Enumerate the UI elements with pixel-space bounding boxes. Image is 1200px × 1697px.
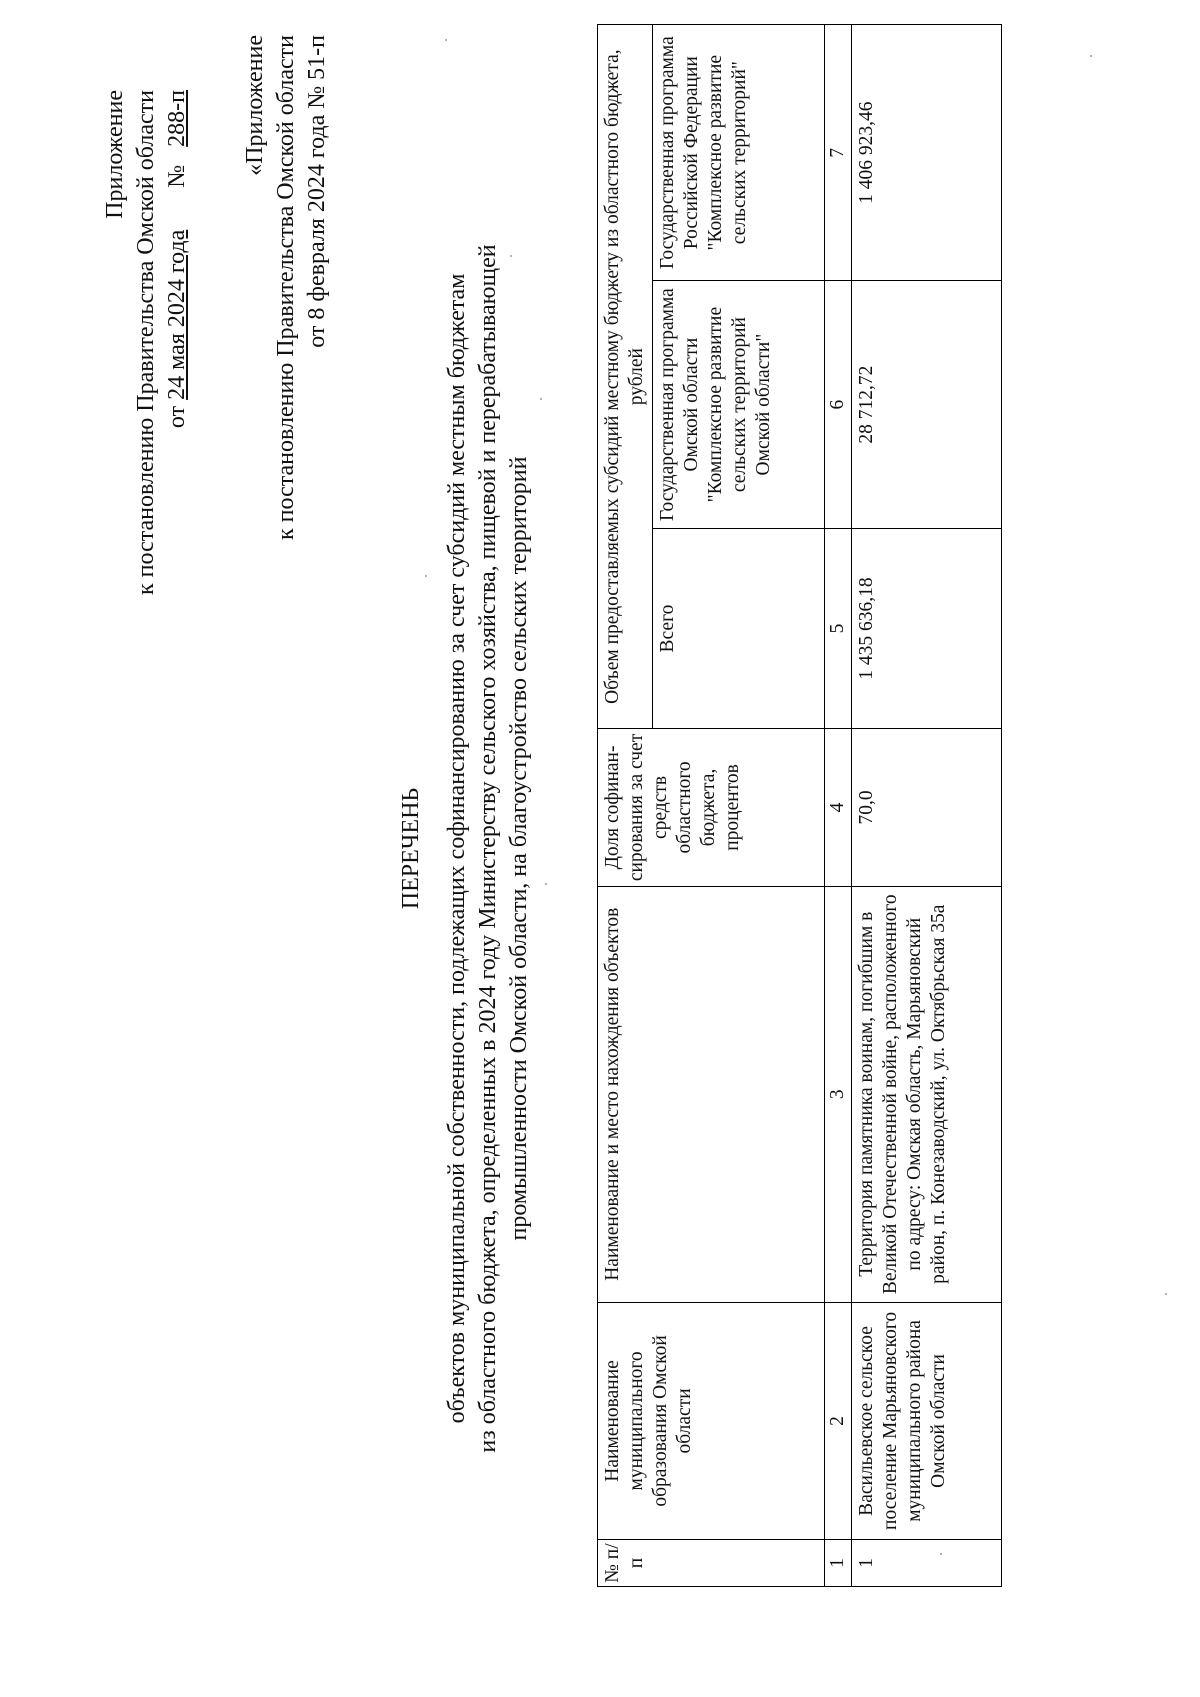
column-number: 7 [825, 25, 852, 281]
scan-speck [545, 883, 547, 885]
column-number: 4 [825, 729, 852, 886]
scan-speck [425, 575, 427, 577]
row-share: 70,0 [852, 729, 1002, 886]
row-regional: 28 712,72 [852, 281, 1002, 528]
header-share: Доля софинан-сирования за счет средств областного бюджета, процентов [598, 729, 825, 886]
document-title-line-2: из областного бюджета, определенных в 2024 году Министерству сельского хозяйства, пищевой и перерабатывающей [475, 244, 501, 1453]
original-appendix-title: «Приложение [242, 35, 268, 176]
subsidy-table [597, 24, 1002, 1587]
table-row [852, 25, 1002, 1587]
original-appendix-decree: к постановлению Правительства Омской области [273, 35, 299, 541]
header-object: Наименование и место нахождения объектов [598, 886, 825, 1302]
row-object: Территория памятника воинам, погибшим в Великой Отечественной войне, расположенного по адресу: Омская область, Марьяновский район, п. Конезаводский, ул. Октябрьская 35а [852, 886, 1002, 1302]
header-volume: Объем предоставляемых субсидий местному бюджету из областного бюджета, рублей [598, 25, 653, 729]
column-number: 2 [825, 1302, 852, 1539]
column-number: 1 [825, 1540, 852, 1587]
document-title-line-3: промышленности Омской области, на благоустройство сельских территорий [506, 456, 532, 1241]
row-total: 1 435 636,18 [852, 528, 1002, 728]
original-appendix-date: от 8 февраля 2024 года № 51-п [304, 35, 330, 348]
header-municipality: Наименование муниципального образования Омской области [598, 1302, 825, 1539]
original-appendix-block [240, 35, 333, 540]
header-num: № п/п [598, 1540, 825, 1587]
column-number: 6 [825, 281, 852, 528]
header-program-federal: Государственная программа Российской Федерации "Комплексное развитие сельских территорий" [653, 25, 825, 281]
scan-speck [445, 39, 447, 41]
scan-speck [510, 255, 512, 257]
approval-block [100, 90, 193, 595]
approval-title: Приложение [102, 90, 128, 219]
header-total: Всего [653, 528, 825, 728]
scan-speck [1165, 1293, 1167, 1295]
approval-date-line: от 24 мая 2024 года № 288-п [164, 90, 190, 429]
column-number-row [825, 25, 852, 1587]
scan-speck [540, 398, 542, 400]
table-header-row [598, 25, 653, 1587]
scan-speck [940, 1553, 942, 1555]
scan-speck [1090, 55, 1092, 57]
column-number: 5 [825, 528, 852, 728]
row-municipality: Васильевское сельское поселение Марьяновского муниципального района Омской области [852, 1302, 1002, 1539]
approval-date: 24 мая 2024 года [164, 229, 190, 400]
column-number: 3 [825, 886, 852, 1302]
approval-decree-line: к постановлению Правительства Омской области [133, 90, 159, 596]
row-num: 1 [852, 1540, 1002, 1587]
header-program-regional: Государственная программа Омской области "Комплексное развитие сельских территорий Омской области" [653, 281, 825, 528]
document-heading: ПЕРЕЧЕНЬ [398, 787, 424, 910]
document-title-line-1: объектов муниципальной собственности, подлежащих софинансированию за счет субсидий местным бюджетам [444, 273, 470, 1424]
approval-number: 288-п [164, 90, 190, 147]
row-federal: 1 406 923,46 [852, 25, 1002, 281]
